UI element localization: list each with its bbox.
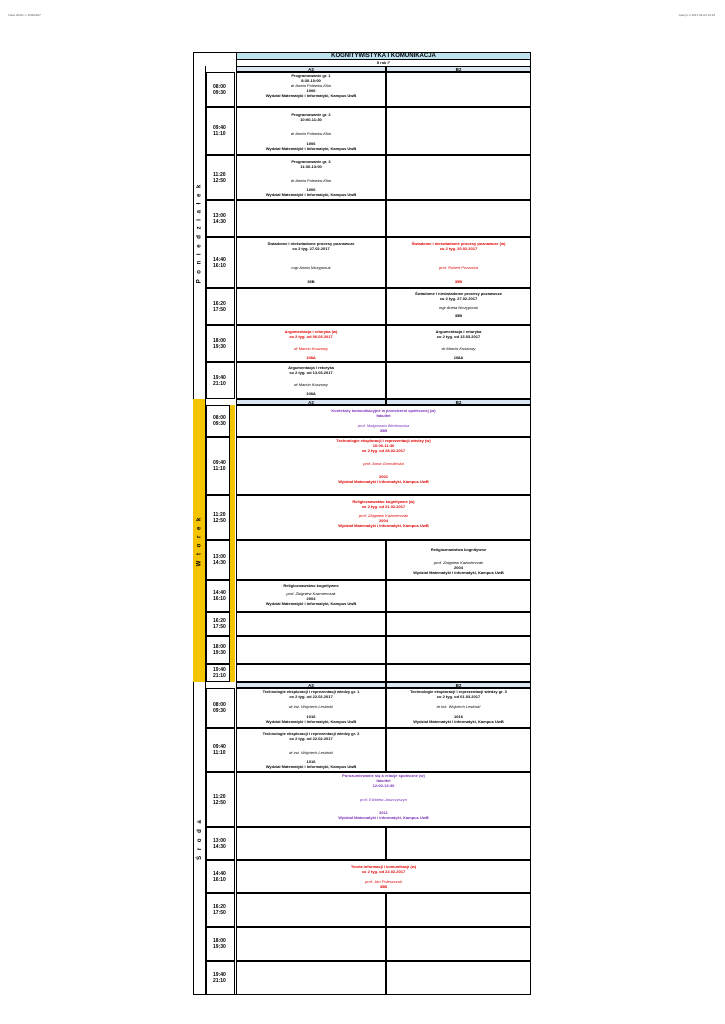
- time-slot: 19:40 21:10: [206, 961, 235, 995]
- time-slot: 08:00 09:30: [206, 72, 235, 107]
- empty-cell: [386, 580, 531, 612]
- col-header-a2: A2: [236, 399, 386, 405]
- empty-cell: [236, 961, 386, 995]
- empty-cell: [386, 664, 531, 682]
- empty-cell: [236, 664, 386, 682]
- empty-cell: [386, 155, 531, 200]
- class-argumentacja-lecture: Argumentacja i retoryka (w) co 2 tyg. od 06.03.2017 dr Marcin Koszowy 108A: [236, 325, 386, 362]
- time-slot: 13:00 14:30: [206, 540, 230, 580]
- empty-cell: [386, 362, 531, 399]
- class-programowanie-gr3: Programowanie gr. 3 11:30-13:00 dr Aneta Polewko-Klim 1006 Wydział Matematyki i Informatyki, Kampus UwB: [236, 155, 386, 200]
- time-slot: 18:00 19:30: [206, 636, 230, 664]
- time-slot: 13:00 14:30: [206, 827, 235, 860]
- year-label: II rok I°: [236, 60, 531, 66]
- class-procesy-poznawcze: Świadome i nieświadome procesy poznawcze co 2 tyg. 27.02.2017 mgr Aneta Niczyporuk 35B: [236, 237, 386, 288]
- class-technologie-eksploracji-gr1: Technologie eksploracji i reprezentacji wiedzy gr. 1 co 2 tyg. od 22.02.2017 dr inż. Wojciech Lesiński 1016 Wydział Matematyki i Informatyki, Kampus UwB: [236, 688, 386, 728]
- time-slot: 14:40 16:10: [206, 860, 235, 893]
- class-technologie-eksploracji-lecture: Technologie eksploracji i reprezentacji wiedzy (w) 10:00-11:30 co 2 tyg. od 28.02.2017 prof. Anna Gomolińska 2001 Wydział Matematyki i Informatyki, Kampus UwB: [236, 437, 531, 495]
- col-header-a2: A2: [236, 66, 386, 72]
- time-slot: 08:00 09:30: [206, 405, 230, 437]
- day-label-tuesday: W t o r e k: [196, 515, 203, 566]
- class-technologie-eksploracji-gr3: Technologie eksploracji i reprezentacji wiedzy gr. 3 co 2 tyg. od 01.03.2017 dr inż. Wojciech Lesiński 1016 Wydział Matematyki i Informatyki, Kampus UwB: [386, 688, 531, 728]
- class-programowanie-gr1: Programowanie gr. 1 8:30-10:00 dr Aneta Polewko-Klim 1006 Wydział Matematyki i Informatyki, Kampus UwB: [236, 72, 386, 107]
- time-slot: 14:40 16:10: [206, 580, 230, 612]
- empty-cell: [236, 200, 386, 237]
- time-slot: 08:00 09:30: [206, 688, 235, 728]
- class-religioznawstwo-lecture: Religioznawstwo kognitywne (w) co 2 tyg. od 21.02.2017 prof. Zbigniew Kaźmierczak 2004 Wydział Matematyki i Informatyki, Kampus UwB: [236, 495, 531, 540]
- day-label-monday: P o n i e d z i a ł e k: [196, 182, 203, 283]
- time-slot: 19:40 21:10: [206, 664, 230, 682]
- class-religioznawstwo: Religioznawstwo kognitywne prof. Zbigniew Kaźmierczak 2004 Wydział Matematyki i Informatyki, Kampus UwB: [386, 540, 531, 580]
- class-programowanie-gr2: Programowanie gr. 2 10:00-11:30 dr Aneta Polewko-Klim 1006 Wydział Matematyki i Informatyki, Kampus UwB: [236, 107, 386, 155]
- class-procesy-poznawcze-lecture: Świadome i nieświadome procesy poznawcze (w) co 2 tyg. 20.02.2017 prof. Robert Poczobut 35B: [386, 237, 531, 288]
- class-teoria-informacji-lecture: Teoria informacji i komunikacji (w) co 2 tyg. od 22.02.2017 prof. Jan Poleszczuk 35B: [236, 860, 531, 893]
- class-technologie-eksploracji-gr2: Technologie eksploracji i reprezentacji wiedzy gr. 2 co 2 tyg. od 22.02.2017 dr inż. Wojciech Lesiński 1016 Wydział Matematyki i Informatyki, Kampus UwB: [236, 728, 386, 772]
- empty-cell: [386, 636, 531, 664]
- empty-cell: [386, 961, 531, 995]
- class-porozumiewanie-sie: Porozumiewanie się a relacje społeczne (w) fakultet 12:00-13:30 prof. Elżbieta Jaszczyszyn 3011 Wydział Matematyki i Informatyki, Kampus UwB: [236, 772, 531, 827]
- empty-cell: [236, 827, 386, 860]
- day-monday: [193, 66, 206, 399]
- empty-cell: [236, 927, 386, 961]
- empty-cell: [236, 540, 386, 580]
- day-wednesday: [193, 682, 206, 995]
- time-slot: 14:40 16:10: [206, 237, 235, 288]
- print-meta-left: Ιmies 2016 r.v 1/03/2017: [8, 13, 41, 17]
- time-slot: 11:20 12:50: [206, 155, 235, 200]
- time-slot: 09:40 11:10: [206, 437, 230, 495]
- empty-cell: [386, 200, 531, 237]
- time-slot: 09:40 11:10: [206, 728, 235, 772]
- empty-cell: [386, 72, 531, 107]
- empty-cell: [386, 927, 531, 961]
- time-slot: 11:20 12:50: [206, 495, 230, 540]
- col-header-a2: A2: [236, 682, 386, 688]
- page-title: KOGNITYWISTYKA I KOMUNIKACJA: [236, 52, 531, 60]
- col-header-b2: B2: [386, 399, 531, 405]
- col-header-b2: B2: [386, 66, 531, 72]
- day-label-wednesday: Ś r o d a: [196, 817, 203, 860]
- class-religioznawstwo: Religioznawstwo kognitywne prof. Zbigniew Kaźmierczak 2004 Wydział Matematyki i Informatyki, Kampus UwB: [236, 580, 386, 612]
- time-slot: 11:20 12:50: [206, 772, 235, 827]
- class-konteksty-komunikacyjne: Konteksty komunikacyjne w przestrzeni społecznej (w) fakultet prof. Małgorzata Bieńkowska 35B: [236, 405, 531, 437]
- empty-cell: [386, 893, 531, 927]
- time-slot: 09:40 11:10: [206, 107, 235, 155]
- empty-cell: [236, 893, 386, 927]
- empty-cell: [236, 288, 386, 325]
- class-argumentacja: Argumentacja i retoryka co 2 tyg. od 13.03.2017 dr Marcin Koszowy 108A: [386, 325, 531, 362]
- empty-cell: [386, 612, 531, 636]
- empty-cell: [236, 612, 386, 636]
- time-slot: 18:00 19:30: [206, 325, 235, 362]
- time-slot: 19:40 21:10: [206, 362, 235, 399]
- time-slot: 18:00 19:30: [206, 927, 235, 961]
- col-header-b2: B2: [386, 682, 531, 688]
- empty-cell: [386, 827, 531, 860]
- class-argumentacja: Argumentacja i retoryka co 2 tyg. od 13.03.2017 dr Marcin Koszowy 108A: [236, 362, 386, 399]
- time-slot: 16:20 17:50: [206, 288, 235, 325]
- print-meta-right: Сaeryn 1 2017.02.22 14:19: [678, 13, 715, 17]
- day-tuesday: [193, 399, 206, 682]
- class-procesy-poznawcze: Świadome i nieświadome procesy poznawcze co 2 tyg. 27.02.2017 mgr Aneta Niczyporuk 35B: [386, 288, 531, 325]
- time-slot: 16:20 17:50: [206, 612, 230, 636]
- empty-cell: [386, 107, 531, 155]
- time-slot: 16:20 17:50: [206, 893, 235, 927]
- day-color-strip: [230, 405, 235, 682]
- empty-cell: [236, 636, 386, 664]
- time-slot: 13:00 14:30: [206, 200, 235, 237]
- empty-cell: [386, 728, 531, 772]
